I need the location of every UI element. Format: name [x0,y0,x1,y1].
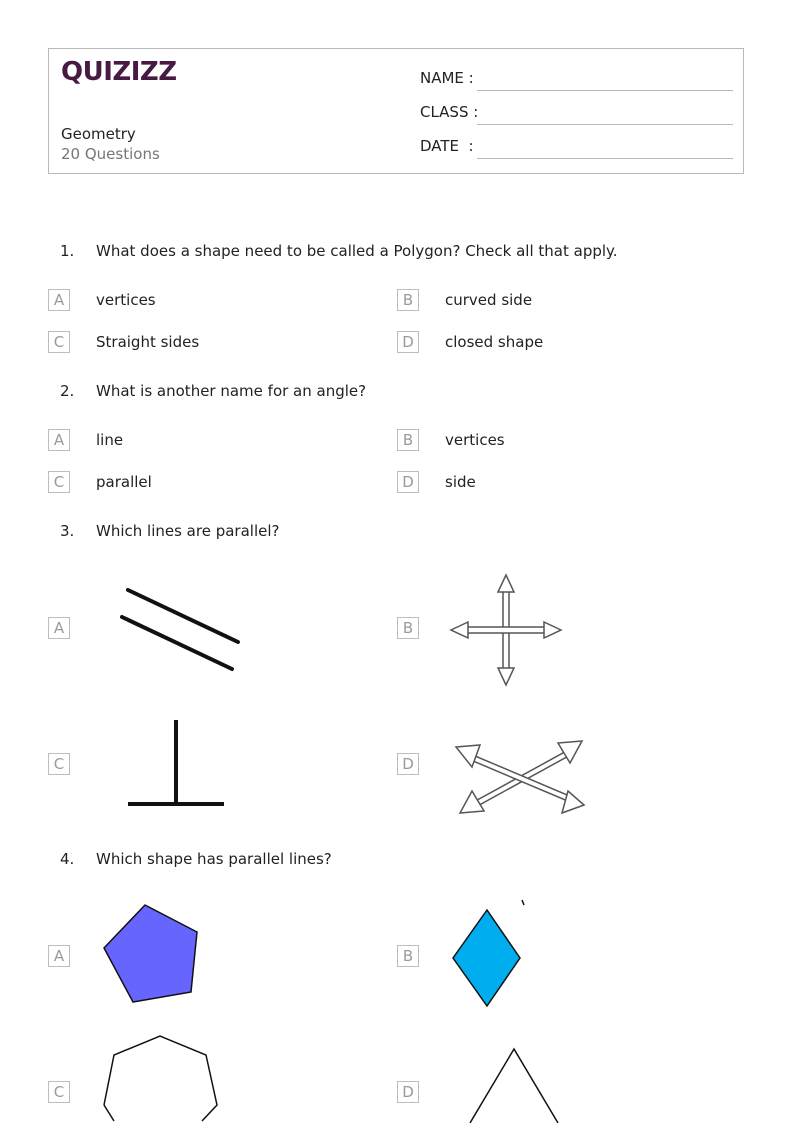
question-2-text: What is another name for an angle? [96,382,367,400]
two-parallel-lines-image [110,580,250,680]
q1-option-b-text: curved side [445,291,533,309]
four-way-arrow-image [448,572,564,688]
q2-option-a-letter[interactable]: A [48,429,70,451]
date-line [477,157,733,159]
q1-option-b-letter[interactable]: B [397,289,419,311]
q3-option-c-letter[interactable]: C [48,753,70,775]
q1-option-a-letter[interactable]: A [48,289,70,311]
question-count: 20 Questions [61,145,160,163]
name-label: NAME : [420,69,474,87]
worksheet-title: Geometry [61,125,136,143]
class-line [477,123,733,125]
crossing-arrows-image [450,735,590,819]
pentagon-image [100,900,204,1008]
perpendicular-lines-image [120,712,232,812]
question-3-text: Which lines are parallel? [96,522,280,540]
heptagon-image [100,1033,220,1123]
quizizz-logo: QUIZIZZ [61,57,177,87]
q4-option-b-letter[interactable]: B [397,945,419,967]
triangle-image [466,1046,562,1123]
q2-option-d-text: side [445,473,476,491]
q2-option-c-text: parallel [96,473,152,491]
q3-option-b-letter[interactable]: B [397,617,419,639]
rhombus-image [448,898,528,1010]
q1-option-c-text: Straight sides [96,333,200,351]
q2-option-b-text: vertices [445,431,505,449]
question-3-number: 3. [60,522,75,540]
question-4-text: Which shape has parallel lines? [96,850,332,868]
q4-option-d-letter[interactable]: D [397,1081,419,1103]
q4-option-a-letter[interactable]: A [48,945,70,967]
q3-option-d-letter[interactable]: D [397,753,419,775]
q1-option-c-letter[interactable]: C [48,331,70,353]
question-1-text: What does a shape need to be called a Polygon? Check all that apply. [96,242,618,260]
class-label: CLASS : [420,103,479,121]
q2-option-d-letter[interactable]: D [397,471,419,493]
question-4-number: 4. [60,850,75,868]
name-line [477,89,733,91]
q2-option-b-letter[interactable]: B [397,429,419,451]
q2-option-c-letter[interactable]: C [48,471,70,493]
q1-option-d-letter[interactable]: D [397,331,419,353]
worksheet-header [48,48,744,174]
q3-option-a-letter[interactable]: A [48,617,70,639]
q2-option-a-text: line [96,431,124,449]
question-2-number: 2. [60,382,75,400]
q1-option-a-text: vertices [96,291,156,309]
question-1-number: 1. [60,242,75,260]
date-label: DATE : [420,137,474,155]
q4-option-c-letter[interactable]: C [48,1081,70,1103]
q1-option-d-text: closed shape [445,333,544,351]
